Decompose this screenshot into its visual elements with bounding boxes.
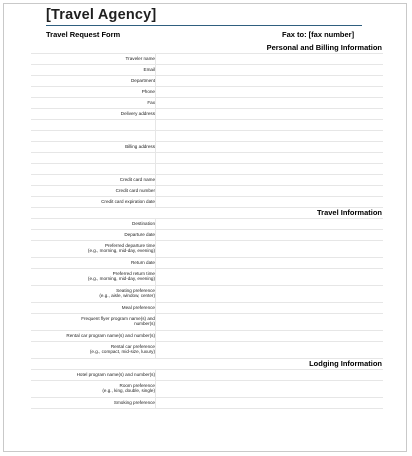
- form-row: [31, 219, 383, 230]
- field-value-cell[interactable]: [155, 398, 383, 408]
- form-row: [31, 230, 383, 241]
- field-label: [31, 131, 155, 133]
- form-row: [31, 54, 383, 65]
- field-label: [31, 153, 155, 155]
- form-row: [31, 142, 383, 153]
- form-row: [31, 269, 383, 286]
- form-row: [31, 258, 383, 269]
- form-label: Travel Request Form: [46, 30, 121, 39]
- field-value-cell[interactable]: [155, 314, 383, 330]
- field-value-cell[interactable]: [155, 286, 383, 302]
- field-label: Fax: [147, 100, 155, 105]
- field-label: Billing address: [125, 144, 155, 149]
- field-value-cell[interactable]: [155, 230, 383, 240]
- section-title: Lodging Information: [309, 359, 382, 368]
- field-value-cell[interactable]: [155, 142, 383, 152]
- field-value-cell[interactable]: [155, 269, 383, 285]
- field-value-cell[interactable]: [155, 153, 383, 163]
- form-row: [31, 197, 383, 208]
- field-label: Phone: [141, 89, 155, 94]
- field-label: Smoking preference: [113, 400, 155, 405]
- title-rule: [46, 25, 362, 26]
- field-label: Destination: [132, 221, 155, 226]
- field-label: Credit card expiration date: [101, 199, 155, 204]
- form-row: [31, 398, 383, 409]
- form-row: [31, 286, 383, 303]
- section-header: [31, 43, 383, 54]
- field-label: [31, 120, 155, 122]
- field-value-cell[interactable]: [155, 370, 383, 380]
- section-title: Travel Information: [316, 208, 382, 217]
- field-label: Credit card number: [115, 188, 155, 193]
- field-label: Seating preference (e.g., aisle, window, center): [99, 288, 155, 299]
- field-label: Frequent flyer program name(s) and number(s): [81, 316, 155, 327]
- field-label: Preferred departure time (e.g., morning, mid-day, evening): [87, 243, 155, 254]
- field-value-cell[interactable]: [155, 175, 383, 185]
- field-value-cell[interactable]: [155, 219, 383, 229]
- field-label: Email: [143, 67, 155, 72]
- form-row: [31, 370, 383, 381]
- field-value-cell[interactable]: [155, 54, 383, 64]
- form-row: [31, 109, 383, 120]
- form-row: [31, 314, 383, 331]
- form-row: [31, 76, 383, 87]
- field-label: Delivery address: [120, 111, 155, 116]
- form-row: [31, 98, 383, 109]
- field-value-cell[interactable]: [155, 120, 383, 130]
- field-label: Return date: [130, 260, 155, 265]
- field-label: Traveler name: [125, 56, 155, 61]
- field-label: Rental car program name(s) and number(s): [66, 333, 155, 338]
- form-row: [31, 175, 383, 186]
- field-label: Credit card name: [119, 177, 155, 182]
- field-value-cell[interactable]: [155, 131, 383, 141]
- field-value-cell[interactable]: [155, 164, 383, 174]
- field-label: Departure date: [124, 232, 155, 237]
- field-value-cell[interactable]: [155, 197, 383, 207]
- field-label: Rental car preference (e.g., compact, mid-size, luxury): [89, 344, 155, 355]
- form-row: [31, 164, 383, 175]
- form-row: [31, 131, 383, 142]
- fax-label: Fax to: [fax number]: [282, 30, 355, 39]
- field-label: Meal preference: [121, 305, 155, 310]
- form-row: [31, 65, 383, 76]
- form-row: [31, 331, 383, 342]
- field-value-cell[interactable]: [155, 98, 383, 108]
- field-label: [31, 164, 155, 166]
- field-label: Department: [130, 78, 155, 83]
- form-row: [31, 87, 383, 98]
- form-row: [31, 120, 383, 131]
- field-value-cell[interactable]: [155, 303, 383, 313]
- field-label: Hotel program name(s) and number(s): [76, 372, 155, 377]
- form-row: [31, 153, 383, 164]
- field-label: Room preference (e.g., king, double, single): [102, 383, 155, 394]
- field-value-cell[interactable]: [155, 381, 383, 397]
- form-row: [31, 303, 383, 314]
- field-value-cell[interactable]: [155, 65, 383, 75]
- field-value-cell[interactable]: [155, 241, 383, 257]
- form-row: [31, 241, 383, 258]
- field-value-cell[interactable]: [155, 109, 383, 119]
- field-label: Preferred return time (e.g., morning, mid-day, evening): [87, 271, 155, 282]
- field-value-cell[interactable]: [155, 342, 383, 358]
- field-value-cell[interactable]: [155, 258, 383, 268]
- agency-title: [Travel Agency]: [46, 7, 157, 23]
- field-value-cell[interactable]: [155, 186, 383, 196]
- form-row: [31, 342, 383, 359]
- form-table: [31, 43, 383, 409]
- field-value-cell[interactable]: [155, 87, 383, 97]
- section-header: [31, 359, 383, 370]
- form-row: [31, 186, 383, 197]
- section-header: [31, 208, 383, 219]
- field-value-cell[interactable]: [155, 331, 383, 341]
- form-row: [31, 381, 383, 398]
- field-value-cell[interactable]: [155, 76, 383, 86]
- section-title: Personal and Billing Information: [266, 43, 382, 52]
